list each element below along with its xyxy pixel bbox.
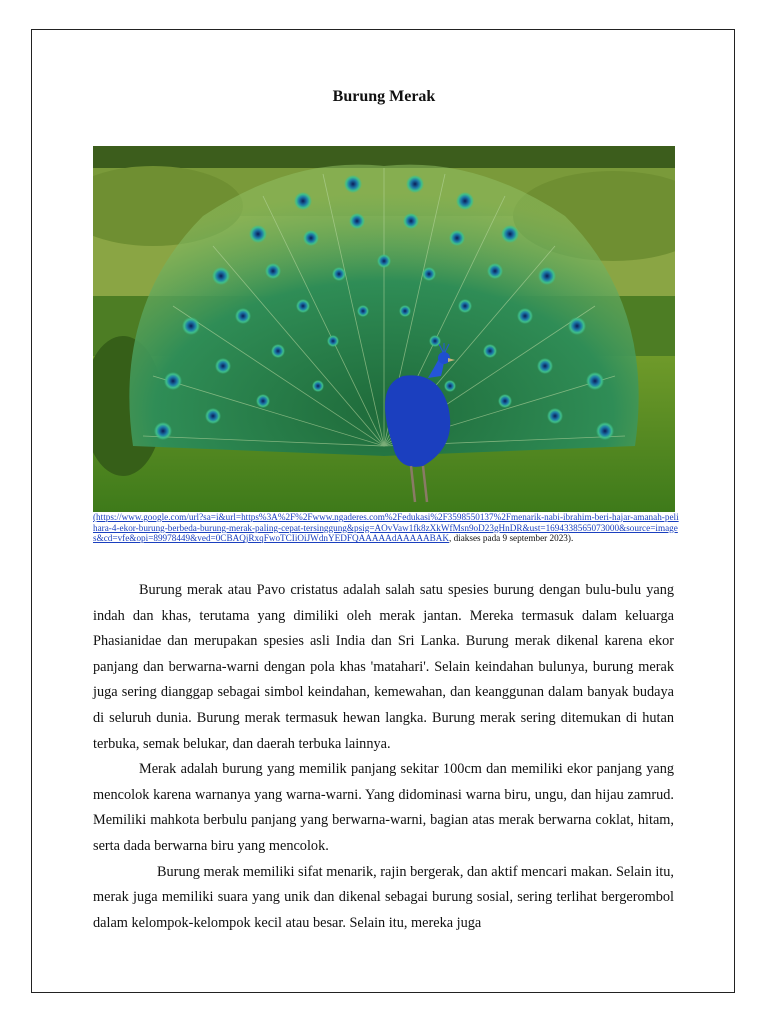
document-title: Burung Merak	[332, 88, 436, 105]
paragraph-3: Burung merak memiliki sifat menarik, rajin bergerak, dan aktif mencari makan. Selain itu, merak juga memiliki suara yang unik dan dikenal sebagai burung sosial, sering terlihat bergerombol dalam kelompok-kelompok kecil atau besar. Selain itu, mereka juga	[93, 863, 674, 931]
image-access-date: , diakses pada 9 september 2023).	[448, 533, 574, 543]
article-body	[93, 578, 674, 936]
paragraph-1: Burung merak atau Pavo cristatus adalah salah satu spesies burung dengan bulu-bulu yang indah dan khas, terutama yang dimiliki oleh merak jantan. Mereka termasuk dalam keluarga Phasianidae dan merupakan spesies asli India dan Sri Lanka. Burung merak dikenal karena ekor panjang dan berwarna-warni dengan pola khas 'matahari'. Selain keindahan bulunya, burung merak juga sering dianggap sebagai simbol keindahan, kemewahan, dan keanggunan dalam banyak budaya di seluruh dunia. Burung merak termasuk hewan langka. Burung merak sering ditemukan di hutan terbuka, semak belukar, dan daerah terbuka lainnya.	[93, 582, 674, 752]
peacock-photo	[93, 146, 675, 512]
image-source-caption	[93, 512, 679, 544]
image-source-link[interactable]: (https://www.google.com/url?sa=i&url=https%3A%2F%2Fwww.ngaderes.com%2Fedukasi%2F3598550137%2Fmenarik-nabi-ibrahim-beri-hajar-amanah-pelihara-4-ekor-burung-berbeda-burung-merak-paling-cepat-tersinggung&psig=AOvVaw1fk8zXkWfMsn9oD23gHnDR&ust=1694338565073000&source=images&cd=vfe&opi=89978449&ved=0CBAQjRxqFwoTCIiOiJWdnYEDFQAAAAAdAAAAABAK	[93, 512, 679, 543]
paragraph-2: Merak adalah burung yang memilik panjang sekitar 100cm dan memiliki ekor panjang yang mencolok karena warnanya yang warna-warni. Yang didominasi warna biru, ungu, dan hijau zamrud. Memiliki mahkota berbulu panjang yang berwarna-warni, bagian atas merak berwarna coklat, hitam, serta dada berwarna biru yang mencolok.	[93, 761, 674, 854]
